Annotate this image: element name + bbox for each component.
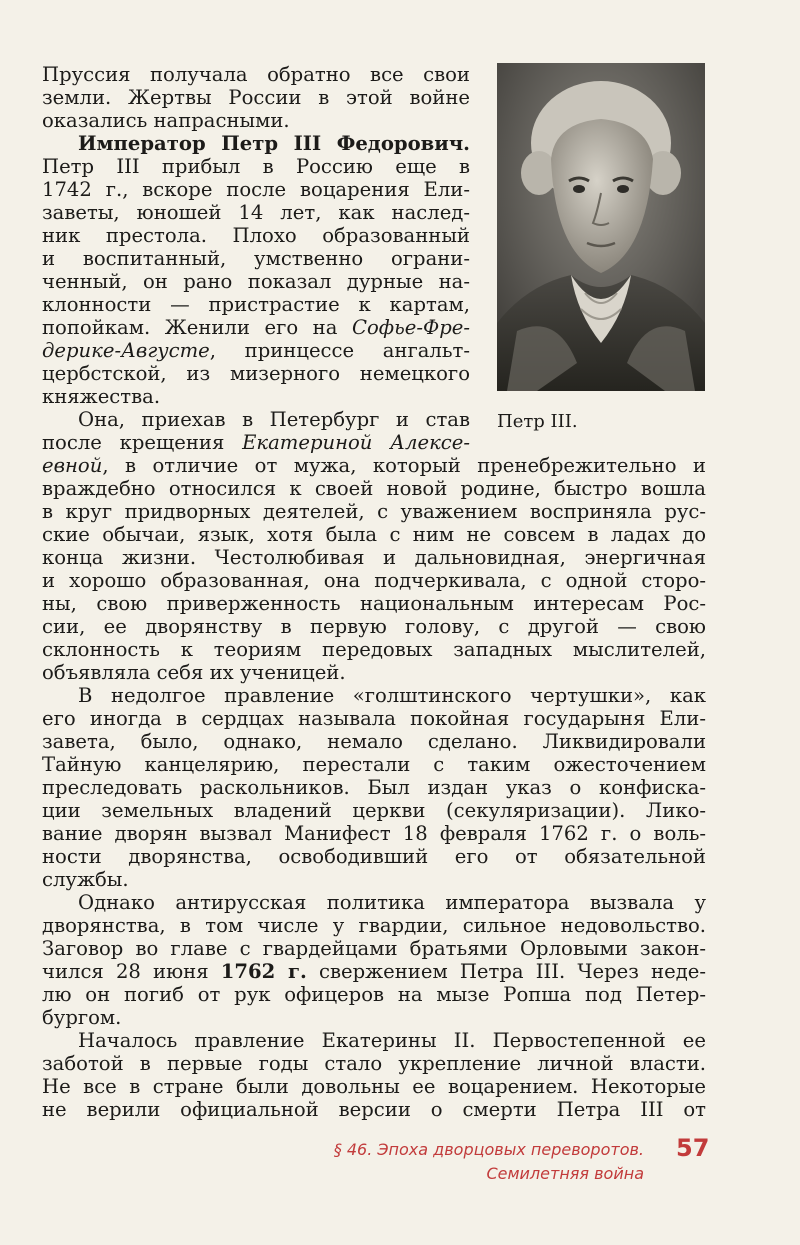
text-line: ченный, он рано показал дурные на- [42, 270, 470, 293]
text-line: в круг придворных деятелей, с уважением восприняла рус- [42, 500, 706, 523]
portrait-peter-iii [497, 63, 705, 391]
text-line: ности дворянства, освободивший его от обязательной [42, 845, 706, 868]
text-line: не верили официальной версии о смерти Петра III от [42, 1098, 706, 1121]
text-line: ские обычаи, язык, хотя была с ним не совсем в ладах до [42, 523, 706, 546]
text-line: лю он погиб от рук офицеров на мызе Ропша под Петер- [42, 983, 706, 1006]
text-line: преследовать раскольников. Был издан указ о конфиска- [42, 776, 706, 799]
text-line: его иногда в сердцах называла покойная государыня Ели- [42, 707, 706, 730]
text-run: , в отличие от мужа, который пренебрежительно и [102, 454, 706, 477]
text-line: службы. [42, 868, 129, 891]
heading-text: Император Петр III Федорович. [78, 132, 470, 155]
text-line: заботой в первые годы стало укрепление личной власти. [42, 1052, 706, 1075]
text-line: Пруссия получала обратно все свои [42, 63, 470, 86]
text-run: попойкам. Женили его на [42, 316, 352, 339]
running-footer-title: § 46. Эпоха дворцовых переворотов. [333, 1140, 644, 1159]
text-line: ны, свою приверженность национальным интересам Рос- [42, 592, 706, 615]
text-line: Петр III прибыл в Россию еще в [42, 155, 470, 178]
text-line: цербстской, из мизерного немецкого [42, 362, 470, 385]
portrait-caption: Петр III. [497, 411, 578, 432]
text-line: объявляла себя их ученицей. [42, 661, 346, 684]
text-line [42, 454, 706, 477]
bold-date: 1762 г. [220, 960, 307, 983]
text-line: ник престола. Плохо образованный [42, 224, 470, 247]
text-line: и хорошо образованная, она подчеркивала, с одной сторо- [42, 569, 706, 592]
text-line: клонности — пристрастие к картам, [42, 293, 470, 316]
text-line: конца жизни. Честолюбивая и дальновидная, энергичная [42, 546, 706, 569]
text-line: оказались напрасными. [42, 109, 290, 132]
text-run: после крещения [42, 431, 243, 454]
running-footer-subtitle: Семилетняя война [486, 1164, 644, 1183]
text-line: В недолгое правление «голштинского чертушки», как [78, 684, 706, 707]
text-line: Не все в стране были довольны ее воцарением. Некоторые [42, 1075, 706, 1098]
text-line: сии, ее дворянству в первую голову, с другой — свою [42, 615, 706, 638]
text-line: земли. Жертвы России в этой войне [42, 86, 470, 109]
text-line: заветы, юношей 14 лет, как наслед- [42, 201, 470, 224]
text-line: склонность к теориям передовых западных мыслителей, [42, 638, 706, 661]
section-heading [42, 132, 470, 155]
portrait-image [497, 63, 705, 391]
text-line: и воспитанный, умственно ограни- [42, 247, 470, 270]
text-line: враждебно относился к своей новой родине, быстро вошла [42, 477, 706, 500]
text-line: Однако антирусская политика императора вызвала у [78, 891, 706, 914]
text-line: вание дворян вызвал Манифест 18 февраля 1762 г. о воль- [42, 822, 706, 845]
italic-name: дерике-Августе [42, 339, 210, 362]
text-line: бургом. [42, 1006, 122, 1029]
text-line [42, 960, 706, 983]
text-run: свержением Петра III. Через неде- [306, 960, 706, 983]
text-line: княжества. [42, 385, 161, 408]
italic-name: Софье-Фре- [351, 316, 470, 339]
text-line: Тайную канцелярию, перестали с таким ожесточением [42, 753, 706, 776]
italic-name: евной [42, 454, 103, 477]
text-line: ции земельных владений церкви (секуляризации). Лико- [42, 799, 706, 822]
text-line: завета, было, однако, немало сделано. Ликвидировали [42, 730, 706, 753]
text-line: Началось правление Екатерины II. Первостепенной ее [78, 1029, 706, 1052]
text-line: Она, приехав в Петербург и став [78, 408, 470, 431]
text-line: дворянства, в том числе у гвардии, сильное недовольство. [42, 914, 706, 937]
text-line: 1742 г., вскоре после воцарения Ели- [42, 178, 470, 201]
page-number: 57 [676, 1134, 710, 1162]
text-run: чился 28 июня [42, 960, 221, 983]
text-run: , принцессе ангальт- [209, 339, 470, 362]
italic-name: Екатериной Алексе- [242, 431, 470, 454]
text-line [42, 339, 470, 362]
text-line: Заговор во главе с гвардейцами братьями Орловыми закон- [42, 937, 706, 960]
text-line [42, 316, 470, 339]
text-line [42, 431, 470, 454]
